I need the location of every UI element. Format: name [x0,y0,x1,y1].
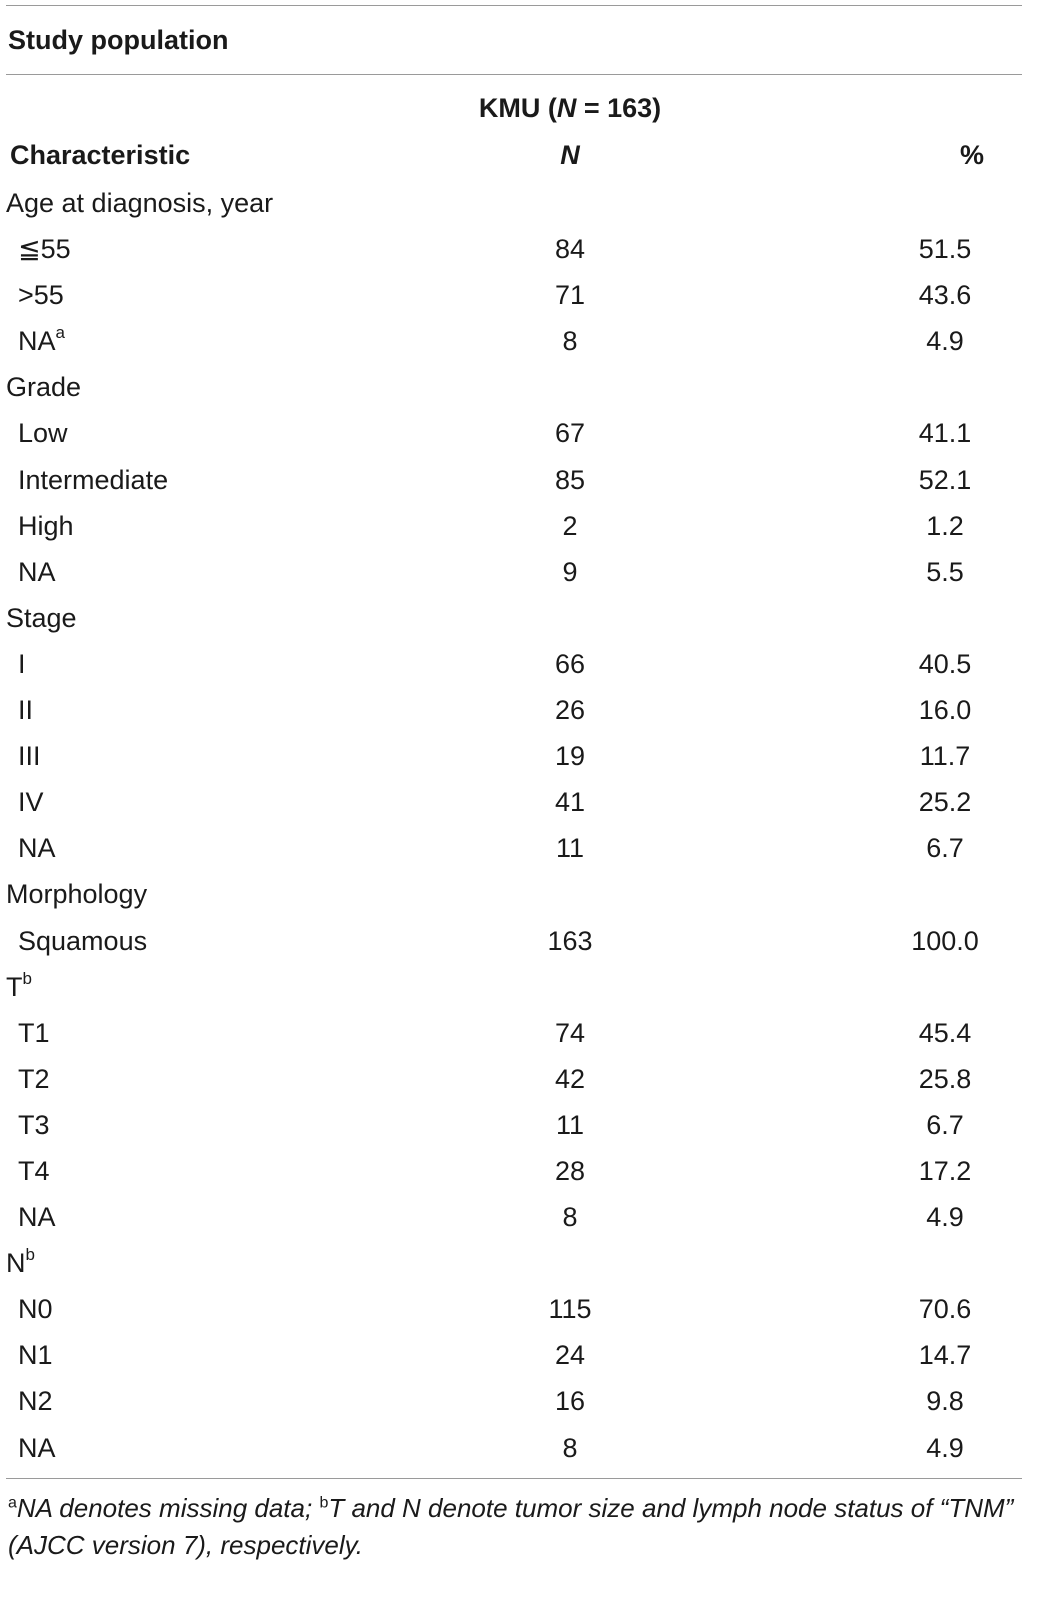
row-label-text: II [18,695,34,726]
row-label-text: ≦55 [18,234,71,265]
row-label-text: I [18,648,26,679]
row-label-superscript: b [22,968,32,988]
row-label-text: >55 [18,280,64,311]
row-label-text: Age at diagnosis, year [6,188,274,218]
row-label-text: NA [18,326,56,357]
footnote-b-text: T and N denote tumor size and lymph node status of “TNM” (AJCC version 7), respectively. [8,1493,1014,1560]
row-label-text: Morphology [6,879,148,910]
cell-n: 85 [554,464,586,495]
cell-percent: 40.5 [918,648,972,679]
table-row [0,226,1047,272]
table-row [0,825,1047,871]
row-label [6,871,147,917]
row-label-text: T1 [18,1017,50,1048]
row-label [6,964,32,1010]
row-label [6,364,81,410]
cell-n: 74 [554,1017,586,1048]
row-label [18,1010,50,1056]
cell-percent: 6.7 [926,1109,964,1140]
cell-percent: 9.8 [926,1386,964,1417]
cell-percent: 6.7 [926,833,964,864]
row-label [18,1286,53,1332]
table-row [0,918,1047,964]
cell-percent: 4.9 [926,1202,964,1233]
cell-percent: 1.2 [926,510,964,541]
cell-n: 11 [555,1109,585,1140]
row-label-text: N1 [18,1340,53,1371]
table-row [0,1332,1047,1378]
row-label-text: NA [18,1432,56,1463]
cell-n: 8 [562,1432,578,1463]
row-label [18,1378,53,1424]
row-label-text: Squamous [18,925,148,956]
table-caption: Study population [8,25,229,55]
row-label [18,641,26,687]
row-label [18,1102,50,1148]
table-footnote [8,1490,1018,1564]
cell-n: 163 [547,925,593,956]
row-label [18,1056,50,1102]
cell-n: 9 [562,556,578,587]
cell-percent: 51.5 [918,234,972,265]
row-label-text: T [6,971,23,1002]
cell-percent: 11.7 [919,741,971,772]
table-category-row [0,180,1047,226]
row-label [18,410,68,456]
row-label [18,733,41,779]
cell-n: 2 [562,510,578,541]
table-category-row [0,964,1047,1010]
cell-percent: 70.6 [918,1294,972,1325]
cell-n: 42 [554,1063,586,1094]
table-row [0,503,1047,549]
table-row [0,1056,1047,1102]
row-label-superscript: b [25,1245,35,1265]
row-label [6,180,273,226]
table-row [0,1194,1047,1240]
row-label-text: T2 [18,1063,50,1094]
cell-percent: 52.1 [918,464,972,495]
table-category-row [0,595,1047,641]
group-header-kmu [470,88,670,128]
cell-percent: 16.0 [918,695,972,726]
row-label [18,1332,53,1378]
row-label-text: Low [18,418,68,449]
row-label [18,226,71,272]
row-label-text: High [18,510,74,541]
table-row [0,1378,1047,1424]
cell-n: 28 [554,1155,586,1186]
cell-percent: 100.0 [911,925,979,956]
cell-n: 24 [554,1340,586,1371]
cell-n: 19 [554,741,586,772]
table-row [0,1102,1047,1148]
table-row [0,1286,1047,1332]
cell-n: 71 [554,280,586,311]
row-label [6,1240,35,1286]
row-label-text: Stage [6,602,77,633]
cell-percent: 14.7 [918,1340,972,1371]
row-label [18,825,56,871]
cell-percent: 25.8 [918,1063,972,1094]
group-header-n: N [556,93,577,123]
row-label-text: III [18,741,41,772]
table-row [0,779,1047,825]
table-category-row [0,364,1047,410]
column-header-n: N [560,140,580,170]
table-category-row [0,1240,1047,1286]
row-label-text: IV [18,787,44,818]
row-label [18,549,56,595]
footnote-mark-a: a [8,1494,17,1512]
cell-n: 26 [554,695,586,726]
cell-n: 8 [562,326,578,357]
row-label-text: NA [18,833,56,864]
table-row [0,1425,1047,1471]
row-label-text: NA [18,556,56,587]
table-row [0,1010,1047,1056]
footnote-a-text: NA denotes missing data; [16,1493,320,1523]
row-label [18,687,33,733]
cell-percent: 25.2 [918,787,972,818]
cell-n: 11 [555,833,585,864]
table-row [0,410,1047,456]
group-header-prefix: KMU ( [478,93,557,123]
row-label [18,1148,50,1194]
group-header-suffix: = 163) [576,93,662,123]
row-label [18,918,147,964]
row-label-text: NA [18,1202,56,1233]
cell-n: 115 [548,1294,592,1325]
cell-n: 67 [554,418,586,449]
row-label [18,503,74,549]
cell-percent: 45.4 [918,1017,972,1048]
row-label-text: N [6,1248,26,1279]
bottom-rule [6,1478,1022,1479]
caption-rule [6,74,1022,75]
footnote-mark-b: b [319,1494,329,1512]
cell-n: 66 [554,648,586,679]
table-row [0,1148,1047,1194]
cell-percent: 41.1 [918,418,972,449]
table-body [0,180,1047,1471]
row-label-text: N0 [18,1294,53,1325]
cell-percent: 17.2 [918,1155,972,1186]
row-label [18,272,64,318]
row-label-superscript: a [55,323,65,343]
row-label-text: T3 [18,1109,50,1140]
cell-percent: 4.9 [926,326,964,357]
row-label [18,457,168,503]
table-row [0,687,1047,733]
row-label [18,1425,56,1471]
table-row [0,641,1047,687]
row-label [18,779,44,825]
cell-n: 41 [554,787,586,818]
row-label [18,1194,56,1240]
row-label-text: Grade [6,372,82,403]
table-row [0,318,1047,364]
cell-n: 8 [562,1202,578,1233]
column-header-percent: % [959,140,984,170]
top-rule [6,5,1022,6]
cell-n: 84 [554,234,586,265]
row-label-text: N2 [18,1386,53,1417]
cell-n: 16 [554,1386,586,1417]
row-label [18,318,65,364]
column-header-characteristic: Characteristic [10,140,191,170]
cell-percent: 43.6 [918,280,972,311]
table-category-row [0,871,1047,917]
table-row [0,733,1047,779]
row-label [6,595,77,641]
cell-percent: 5.5 [926,556,964,587]
table-row [0,272,1047,318]
row-label-text: Intermediate [18,464,169,495]
table-row [0,549,1047,595]
table-row [0,457,1047,503]
row-label-text: T4 [18,1155,50,1186]
cell-percent: 4.9 [926,1432,964,1463]
